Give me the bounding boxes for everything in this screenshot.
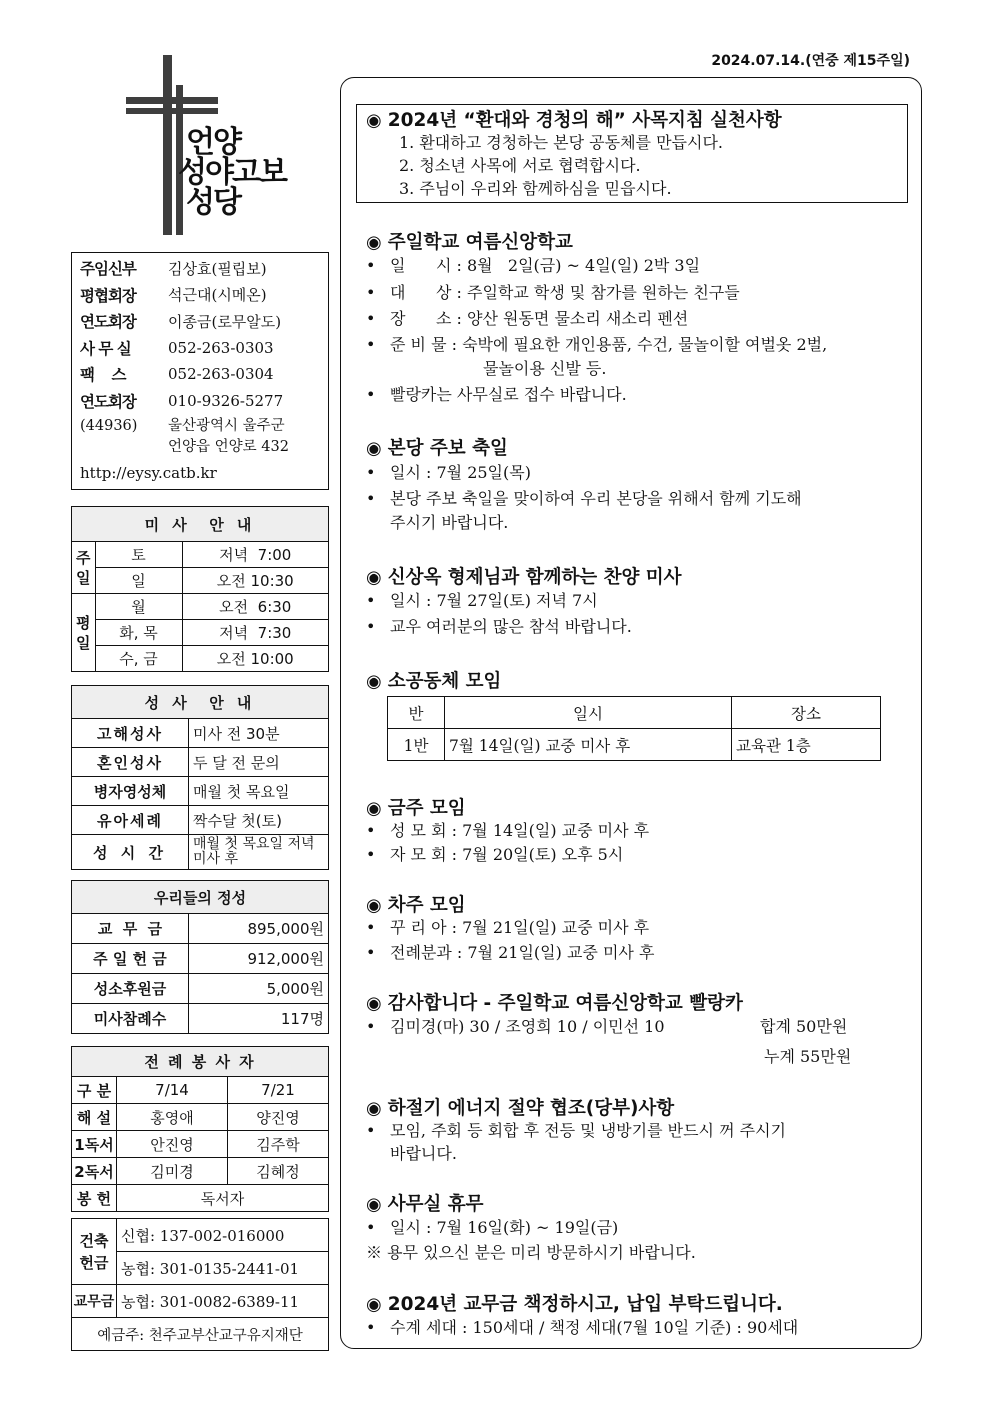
bullet-icon: • <box>366 489 376 508</box>
info-label: 팩 스 <box>80 366 126 385</box>
info-row <box>80 282 320 309</box>
server-name: 김미경 <box>117 1158 228 1185</box>
total: 누계 55만원 <box>764 1047 852 1066</box>
section-title: ◉ 2024년 “환대와 경청의 해” 사목지침 실천사항 <box>366 110 782 131</box>
account-number: 농협: 301-0082-6389-11 <box>117 1285 329 1318</box>
sacrament-label: 성 시 간 <box>72 835 189 870</box>
mass-time: 저녁 7:00 <box>182 542 329 568</box>
target-marker-icon: ◉ <box>366 1194 382 1215</box>
list-item: • 일시 : 7월 16일(화) ~ 19일(금) <box>366 1216 618 1240</box>
section-title: ◉ 주일학교 여름신앙학교 <box>366 232 573 253</box>
section-title: ◉ 본당 주보 축일 <box>366 438 508 459</box>
issue-date: 2024.07.14.(연중 제15주일) <box>711 53 910 69</box>
sacrament-label: 고해성사 <box>72 719 189 748</box>
accounts-table <box>71 1218 329 1351</box>
account-holder: 예금주: 천주교부산교구유지재단 <box>72 1318 329 1351</box>
mass-schedule-table <box>71 506 329 672</box>
target-marker-icon: ◉ <box>366 1294 382 1315</box>
sacrament-label: 혼인성사 <box>72 748 189 777</box>
list-item: • 교우 여러분의 많은 참석 바랍니다. <box>366 615 632 639</box>
server-label: 봉 헌 <box>72 1185 117 1212</box>
sacrament-value: 짝수달 첫(토) <box>189 806 329 835</box>
bullet-icon: • <box>366 283 376 302</box>
info-label: 사 무 실 <box>80 339 131 358</box>
list-item: • 성 모 회 : 7월 14일(일) 교중 미사 후 <box>366 819 649 843</box>
small-community-table <box>387 696 881 761</box>
offering-label: 성소후원금 <box>72 974 189 1004</box>
table-header: 장소 <box>732 697 881 729</box>
list-item: • 자 모 회 : 7월 20일(토) 오후 5시 <box>366 843 623 867</box>
section-title: ◉ 금주 모임 <box>366 798 466 819</box>
parish-name-line1: 언양 <box>186 125 240 160</box>
target-marker-icon: ◉ <box>366 993 382 1014</box>
server-label: 구 분 <box>72 1077 117 1104</box>
sacrament-value: 미사 전 30분 <box>189 719 329 748</box>
offering-value: 895,000원 <box>189 914 329 944</box>
parish-name-line2: 성야고보 <box>178 155 286 190</box>
list-item-continuation: 바랍니다. <box>390 1144 457 1163</box>
offering-value: 912,000원 <box>189 944 329 974</box>
address-line2: 언양읍 언양로 432 <box>168 439 289 455</box>
parish-name <box>178 125 296 220</box>
bullet-icon: • <box>366 845 376 864</box>
server-name: 안진영 <box>117 1131 228 1158</box>
mass-day: 수, 금 <box>95 646 182 672</box>
info-label: 연도회장 <box>80 313 136 332</box>
offering-title: 우리들의 정성 <box>72 881 329 914</box>
sacraments-table <box>71 685 329 870</box>
list-item: • 일 시 : 8월 2일(금) ~ 4일(일) 2박 3일 <box>366 254 700 278</box>
parish-name-line3: 성당 <box>186 185 240 220</box>
sunday-label: 주일 <box>72 542 96 594</box>
bullet-icon: • <box>366 385 376 404</box>
server-date: 7/21 <box>228 1077 329 1104</box>
section-title: ◉ 소공동체 모임 <box>366 671 502 692</box>
bullet-icon: • <box>366 918 376 937</box>
mass-time: 저녁 7:30 <box>182 620 329 646</box>
bullet-icon: • <box>366 256 376 275</box>
server-name: 김혜정 <box>228 1158 329 1185</box>
server-name: 김주학 <box>228 1131 329 1158</box>
table-cell: 7월 14일(일) 교중 미사 후 <box>445 729 732 761</box>
parish-info-box <box>71 252 329 490</box>
target-marker-icon: ◉ <box>366 895 382 916</box>
list-item: • 빨랑카는 사무실로 접수 바랍니다. <box>366 383 627 407</box>
cross-icon <box>163 55 172 235</box>
mass-day: 월 <box>95 594 182 620</box>
list-item: • 일시 : 7월 25일(목) <box>366 461 531 485</box>
offering-value: 5,000원 <box>189 974 329 1004</box>
info-row <box>80 255 320 282</box>
sacrament-value: 매월 첫 목요일 <box>189 777 329 806</box>
mass-time: 오전 10:00 <box>182 646 329 672</box>
offering-label: 주 일 헌 금 <box>72 944 189 974</box>
bullet-icon: • <box>366 943 376 962</box>
offering-table <box>71 880 329 1034</box>
zip-code: (44936) <box>80 418 138 434</box>
mass-day: 토 <box>95 542 182 568</box>
table-header: 일시 <box>445 697 732 729</box>
info-label: 주임신부 <box>80 260 136 279</box>
pastoral-item: 2. 청소년 사목에 서로 협력합시다. <box>399 156 641 175</box>
server-label: 해 설 <box>72 1104 117 1131</box>
list-item: • 김미경(마) 30 / 조영희 10 / 이민선 10 <box>366 1015 665 1039</box>
section-title: ◉ 차주 모임 <box>366 895 466 916</box>
pastoral-item: 1. 환대하고 경청하는 본당 공동체를 만듭시다. <box>399 133 723 152</box>
info-value: 052-263-0304 <box>168 365 274 384</box>
address <box>80 416 320 458</box>
bullet-icon: • <box>366 821 376 840</box>
info-label: 연도회장 <box>80 392 136 411</box>
mass-schedule-title: 미 사 안 내 <box>72 507 329 542</box>
list-item: • 수계 세대 : 150세대 / 책정 세대(7월 10일 기준) : 90세대 <box>366 1316 798 1340</box>
list-item: • 모임, 주회 등 회합 후 전등 및 냉방기를 반드시 꺼 주시기 <box>366 1119 786 1143</box>
info-value: 석근대(시메온) <box>168 286 267 305</box>
info-value: 이종금(로무알도) <box>168 312 282 331</box>
list-item: • 본당 주보 축일을 맞이하여 우리 본당을 위해서 함께 기도해 <box>366 487 802 511</box>
bullet-icon: • <box>366 1218 376 1237</box>
sacrament-value: 두 달 전 문의 <box>189 748 329 777</box>
account-number: 농협: 301-0135-2441-01 <box>117 1252 329 1285</box>
mass-day: 화, 목 <box>95 620 182 646</box>
target-marker-icon: ◉ <box>366 671 382 692</box>
subtotal: 합계 50만원 <box>760 1017 848 1036</box>
info-row <box>80 308 320 335</box>
building-fund-label: 건축헌금 <box>72 1219 117 1285</box>
server-label: 1독서 <box>72 1131 117 1158</box>
section-title: ◉ 하절기 에너지 절약 협조(당부)사항 <box>366 1098 675 1119</box>
account-number: 신협: 137-002-016000 <box>117 1219 329 1252</box>
server-name: 양진영 <box>228 1104 329 1131</box>
sacrament-value: 매월 첫 목요일 저녁미사 후 <box>189 835 329 870</box>
bullet-icon: • <box>366 335 376 354</box>
mass-day: 일 <box>95 568 182 594</box>
note-line: ※ 용무 있으신 분은 미리 방문하시기 바랍니다. <box>366 1243 696 1262</box>
list-item: • 장 소 : 양산 원동면 물소리 새소리 펜션 <box>366 307 688 331</box>
offering-label: 미사참례수 <box>72 1004 189 1034</box>
list-item-continuation: 물놀이용 신발 등. <box>483 359 607 378</box>
section-title: ◉ 2024년 교무금 책정하시고, 납입 부탁드립니다. <box>366 1294 783 1315</box>
list-item: • 전례분과 : 7월 21일(일) 교중 미사 후 <box>366 941 654 965</box>
bullet-icon: • <box>366 309 376 328</box>
bullet-icon: • <box>366 1121 376 1140</box>
cross-arm-top <box>126 97 218 104</box>
target-marker-icon: ◉ <box>366 232 382 253</box>
pastoral-item: 3. 주님이 우리와 함께하심을 믿읍시다. <box>399 179 672 198</box>
server-date: 7/14 <box>117 1077 228 1104</box>
info-label: 평협회장 <box>80 286 136 305</box>
offering-value: 117명 <box>189 1004 329 1034</box>
website-link[interactable]: http://eysy.catb.kr <box>80 464 217 482</box>
sacrament-label: 병자영성체 <box>72 777 189 806</box>
target-marker-icon: ◉ <box>366 438 382 459</box>
info-value: 김상효(필립보) <box>168 259 267 278</box>
bullet-icon: • <box>366 1318 376 1337</box>
info-row <box>80 388 320 415</box>
weekday-label: 평일 <box>72 594 96 672</box>
server-label: 2독서 <box>72 1158 117 1185</box>
list-item: • 일시 : 7월 27일(토) 저녁 7시 <box>366 589 598 613</box>
bullet-icon: • <box>366 463 376 482</box>
cross-arm-bottom <box>126 108 218 114</box>
mass-time: 오전 10:30 <box>182 568 329 594</box>
address-line1: 울산광역시 울주군 <box>168 418 285 434</box>
info-value: 010-9326-5277 <box>168 391 284 410</box>
target-marker-icon: ◉ <box>366 798 382 819</box>
mass-time: 오전 6:30 <box>182 594 329 620</box>
server-name: 홍영애 <box>117 1104 228 1131</box>
bullet-icon: • <box>366 1017 376 1036</box>
section-title: ◉ 감사합니다 - 주일학교 여름신앙학교 빨랑카 <box>366 993 743 1014</box>
table-header: 반 <box>388 697 445 729</box>
offering-label: 교 무 금 <box>72 914 189 944</box>
info-value: 052-263-0303 <box>168 338 274 357</box>
servers-table <box>71 1046 329 1212</box>
section-title: ◉ 신상옥 형제님과 함께하는 찬양 미사 <box>366 567 682 588</box>
dues-label: 교무금 <box>72 1285 117 1318</box>
sacraments-title: 성 사 안 내 <box>72 686 329 719</box>
table-cell: 교육관 1층 <box>732 729 881 761</box>
table-cell: 1반 <box>388 729 445 761</box>
list-item: • 대 상 : 주일학교 학생 및 참가를 원하는 친구들 <box>366 281 740 305</box>
server-name: 독서자 <box>117 1185 329 1212</box>
list-item-continuation: 주시기 바랍니다. <box>390 513 509 532</box>
bullet-icon: • <box>366 617 376 636</box>
section-title: ◉ 사무실 휴무 <box>366 1194 484 1215</box>
bullet-icon: • <box>366 591 376 610</box>
target-marker-icon: ◉ <box>366 110 382 131</box>
list-item: • 준 비 물 : 숙박에 필요한 개인용품, 수건, 물놀이할 여벌옷 2벌, <box>366 333 827 357</box>
target-marker-icon: ◉ <box>366 1098 382 1119</box>
info-row <box>80 335 320 362</box>
target-marker-icon: ◉ <box>366 567 382 588</box>
info-row <box>80 361 320 388</box>
sacrament-label: 유아세례 <box>72 806 189 835</box>
servers-title: 전 례 봉 사 자 <box>72 1047 329 1077</box>
list-item: • 꾸 리 아 : 7월 21일(일) 교중 미사 후 <box>366 916 649 940</box>
